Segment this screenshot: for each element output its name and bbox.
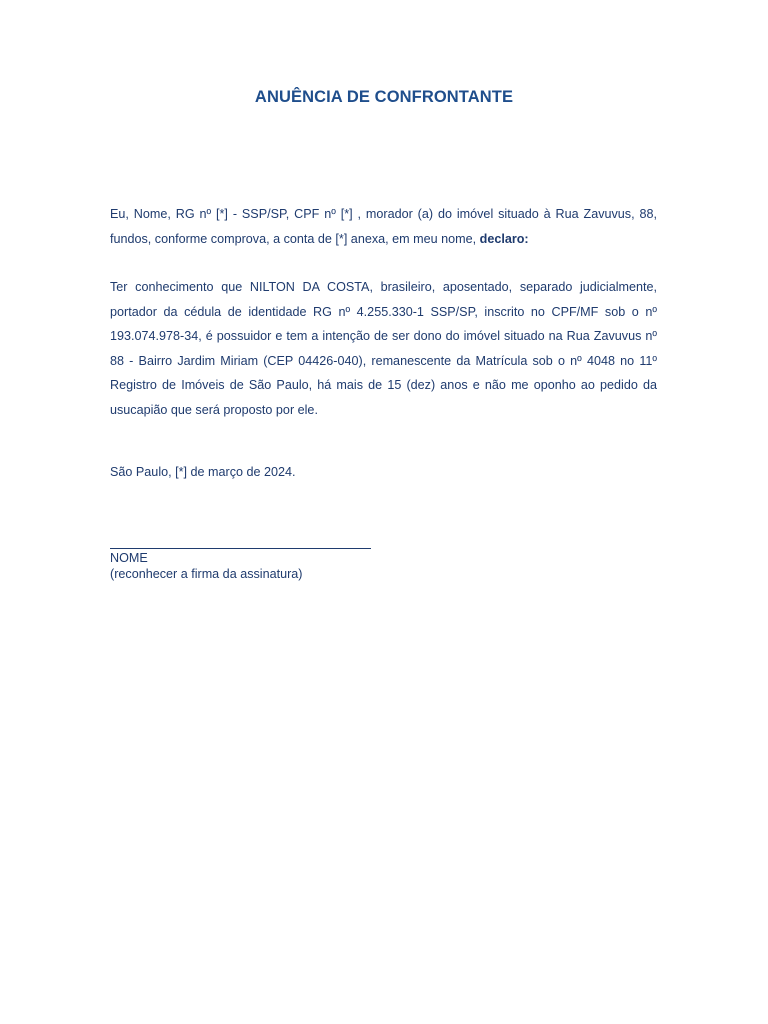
place-date: São Paulo, [*] de março de 2024. <box>110 465 296 479</box>
signature-note: (reconhecer a firma da assinatura) <box>110 567 303 581</box>
declaration-paragraph <box>110 202 657 251</box>
document-title: ANUÊNCIA DE CONFRONTANTE <box>254 88 514 106</box>
signature-line <box>110 548 371 549</box>
declaration-text: Eu, Nome, RG nº [*] - SSP/SP, CPF nº [*] , morador (a) do imóvel situado à Rua Zavuvus, 88, fundos, conforme comprova, a conta de [*] anexa, em meu nome, <box>110 207 657 246</box>
acknowledgement-paragraph: Ter conhecimento que NILTON DA COSTA, brasileiro, aposentado, separado judicialmente, portador da cédula de identidade RG nº 4.255.330-1 SSP/SP, inscrito no CPF/MF sob o nº 193.074.978-34, é possuidor e tem a intenção de ser dono do imóvel situado na Rua Zavuvus nº 88 - Bairro Jardim Miriam (CEP 04426-040), remanescente da Matrícula sob o nº 4048 no 11º Registro de Imóveis de São Paulo, há mais de 15 (dez) anos e não me oponho ao pedido da usucapião que será proposto por ele. <box>110 280 657 417</box>
signature-name: NOME <box>110 551 148 565</box>
declaration-keyword: declaro: <box>479 231 529 246</box>
